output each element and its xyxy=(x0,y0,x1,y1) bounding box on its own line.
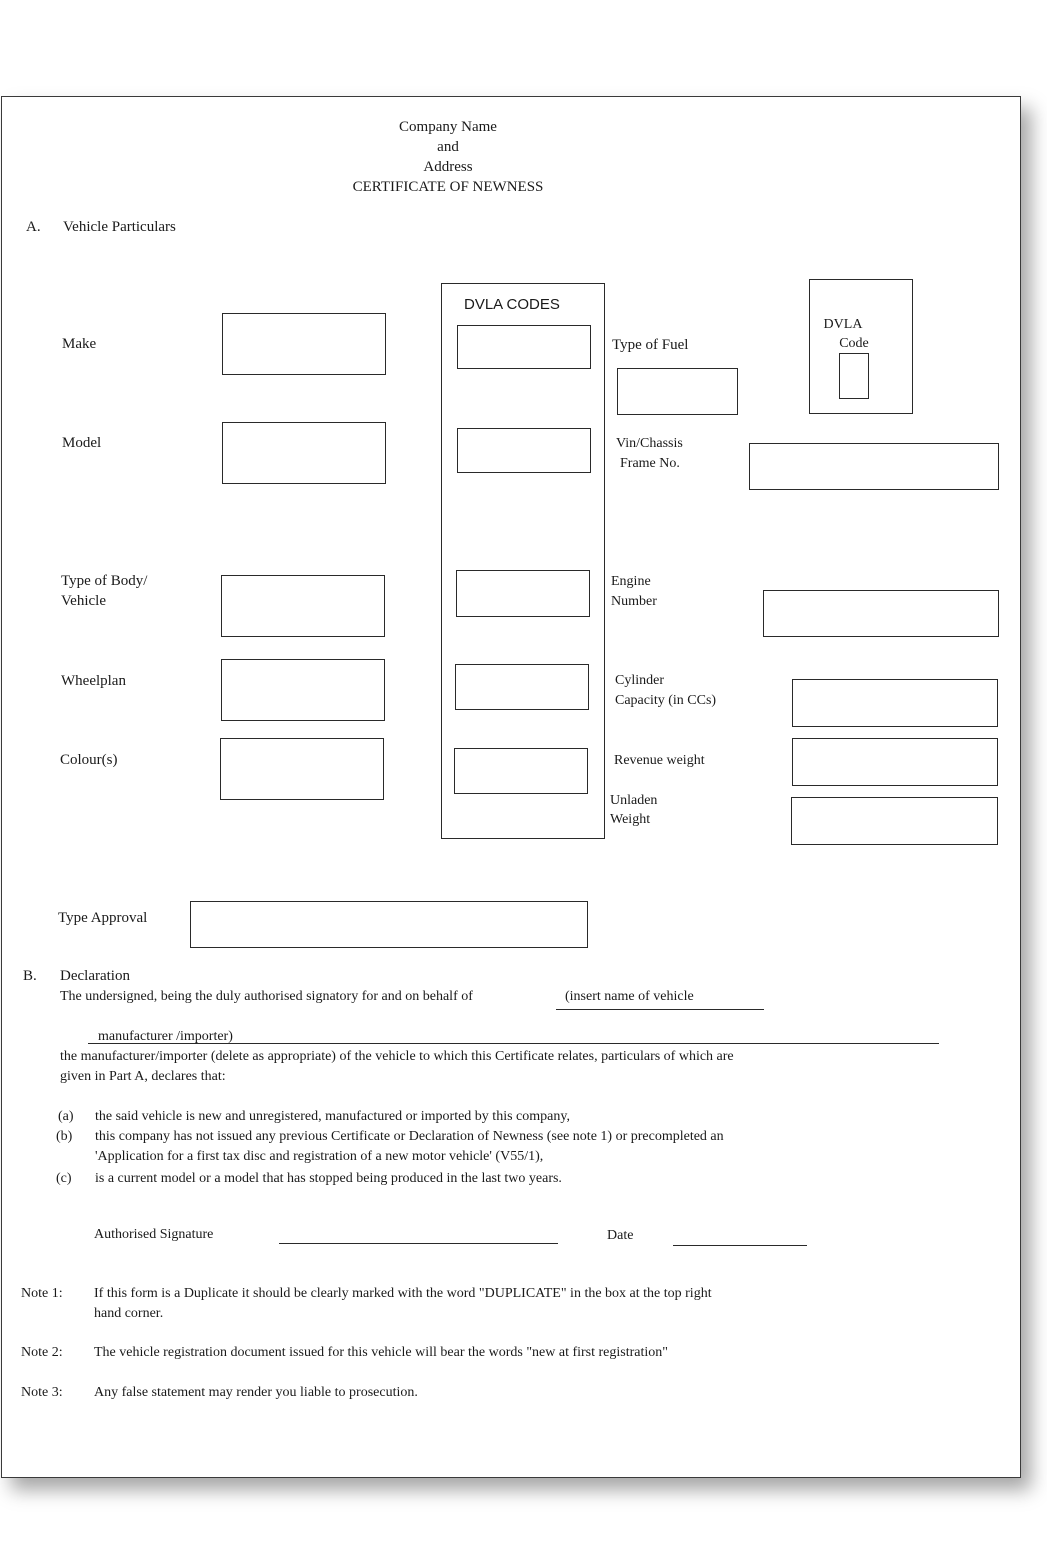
dvla-code-colour-box[interactable] xyxy=(454,748,588,794)
item-b-text: this company has not issued any previous Certificate or Declaration of Newness (see note 1) or precompleted an xyxy=(95,1129,724,1144)
item-b-label: (b) xyxy=(56,1129,73,1144)
company-address: Address xyxy=(423,159,473,175)
manufacturer-importer-hint: manufacturer /importer) xyxy=(98,1029,233,1044)
body-type-label-2: Vehicle xyxy=(61,593,106,609)
note-3-label: Note 3: xyxy=(21,1385,63,1400)
note-1-text-2: hand corner. xyxy=(94,1306,164,1321)
item-a-label: (a) xyxy=(58,1109,74,1124)
make-input[interactable] xyxy=(222,313,386,375)
type-approval-label: Type Approval xyxy=(58,910,148,926)
dvla-code-label-1: DVLA xyxy=(823,317,863,332)
body-type-label-1: Type of Body/ xyxy=(61,573,148,589)
section-b-heading: Declaration xyxy=(60,968,130,984)
signature-label: Authorised Signature xyxy=(94,1227,214,1242)
wheelplan-input[interactable] xyxy=(221,659,385,721)
section-a-heading: Vehicle Particulars xyxy=(63,219,176,235)
item-a-text: the said vehicle is new and unregistered, manufactured or imported by this company, xyxy=(95,1109,570,1124)
cylinder-label-2: Capacity (in CCs) xyxy=(615,693,717,708)
declaration-line-1: The undersigned, being the duly authorised signatory for and on behalf of xyxy=(60,989,473,1004)
vin-input[interactable] xyxy=(749,443,999,490)
dvla-code-body-box[interactable] xyxy=(456,570,590,617)
wheelplan-label: Wheelplan xyxy=(61,673,126,689)
model-input[interactable] xyxy=(222,422,386,484)
certificate-form xyxy=(1,96,1021,1478)
note-2-text: The vehicle registration document issued for this vehicle will bear the words "new at first registration" xyxy=(94,1345,668,1360)
duplicate-mark-box[interactable] xyxy=(839,353,869,399)
dvla-code-make-box[interactable] xyxy=(457,325,591,369)
model-label: Model xyxy=(62,435,102,451)
note-2-label: Note 2: xyxy=(21,1345,63,1360)
company-name: Company Name xyxy=(399,119,497,135)
cylinder-input[interactable] xyxy=(792,679,998,727)
unladen-label-2: Weight xyxy=(610,812,651,827)
vin-label-1: Vin/Chassis xyxy=(616,436,683,451)
dvla-code-wheelplan-box[interactable] xyxy=(455,664,589,710)
date-line[interactable] xyxy=(673,1245,807,1246)
section-b-letter: B. xyxy=(23,968,37,984)
section-a-letter: A. xyxy=(26,219,41,235)
note-1-label: Note 1: xyxy=(21,1286,63,1301)
form-title: CERTIFICATE OF NEWNESS xyxy=(352,179,544,195)
vehicle-maker-name-line-2[interactable] xyxy=(88,1043,939,1044)
insert-name-hint: (insert name of vehicle xyxy=(565,989,694,1004)
vehicle-maker-name-line-1[interactable] xyxy=(556,1009,764,1010)
vin-label-2: Frame No. xyxy=(620,456,680,471)
item-c-label: (c) xyxy=(56,1171,72,1186)
revenue-weight-label: Revenue weight xyxy=(614,753,705,768)
engine-label-2: Number xyxy=(611,594,657,609)
note-1-text: If this form is a Duplicate it should be clearly marked with the word "DUPLICATE" in the box at the top right xyxy=(94,1286,712,1301)
signature-line[interactable] xyxy=(279,1243,558,1244)
fuel-input[interactable] xyxy=(617,368,738,415)
dvla-codes-label: DVLA CODES xyxy=(464,296,560,313)
engine-label-1: Engine xyxy=(611,574,651,589)
type-approval-input[interactable] xyxy=(190,901,588,948)
unladen-label-1: Unladen xyxy=(610,793,658,808)
date-label: Date xyxy=(607,1228,634,1243)
dvla-code-label-2: Code xyxy=(839,336,869,351)
colour-label: Colour(s) xyxy=(60,752,118,768)
item-c-text: is a current model or a model that has stopped being produced in the last two years. xyxy=(95,1171,562,1186)
note-3-text: Any false statement may render you liable to prosecution. xyxy=(94,1385,418,1400)
dvla-code-model-box[interactable] xyxy=(457,428,591,473)
body-type-input[interactable] xyxy=(221,575,385,637)
header-and: and xyxy=(437,139,459,155)
make-label: Make xyxy=(62,336,97,352)
revenue-weight-input[interactable] xyxy=(792,738,998,786)
item-b-text-2: 'Application for a first tax disc and registration of a new motor vehicle' (V55/1), xyxy=(95,1149,544,1164)
unladen-weight-input[interactable] xyxy=(791,797,998,845)
declaration-line-2: the manufacturer/importer (delete as appropriate) of the vehicle to which this Certificate relates, particulars of which are xyxy=(60,1049,734,1064)
declaration-line-3: given in Part A, declares that: xyxy=(60,1069,226,1084)
engine-input[interactable] xyxy=(763,590,999,637)
fuel-label: Type of Fuel xyxy=(612,337,689,353)
cylinder-label-1: Cylinder xyxy=(615,673,664,688)
colour-input[interactable] xyxy=(220,738,384,800)
